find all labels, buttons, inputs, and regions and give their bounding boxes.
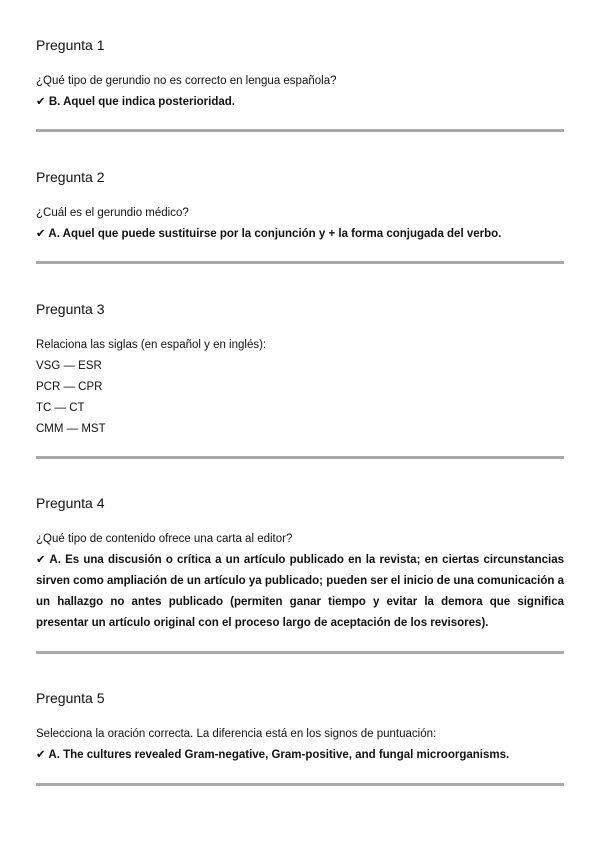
- acronym-pair: VSG — ESR: [36, 360, 102, 372]
- divider: [36, 456, 564, 459]
- question-prompt: Relaciona las siglas (en español y en inglés):: [36, 339, 267, 351]
- divider: [36, 651, 564, 654]
- divider: [36, 261, 564, 264]
- acronym-pair: CMM — MST: [36, 423, 106, 435]
- question-title: Pregunta 1: [36, 37, 105, 53]
- question-prompt: ¿Qué tipo de contenido ofrece una carta al editor?: [36, 533, 293, 545]
- question-answer: ✔ B. Aquel que indica posterioridad.: [36, 96, 235, 108]
- question-title: Pregunta 4: [36, 495, 105, 511]
- question-5: [36, 688, 564, 766]
- question-answer: ✔ A. Es una discusión o crítica a un artículo publicado en la revista; en ciertas circunstancias sirven como ampliación de un artículo ya publicado; pueden ser el inicio de una comunicación a un hallazgo no antes publicado (permiten ganar tiempo y evitar la demora que significa presentar un artículo original con el proceso largo de aceptación de los revisores).: [36, 554, 564, 629]
- question-answer: ✔ A. The cultures revealed Gram-negative, Gram-positive, and fungal microorganisms.: [36, 749, 510, 761]
- question-4: [36, 493, 564, 634]
- question-prompt: Selecciona la oración correcta. La diferencia está en los signos de puntuación:: [36, 728, 437, 740]
- acronym-pair: TC — CT: [36, 402, 85, 414]
- acronym-pair: PCR — CPR: [36, 381, 103, 393]
- question-title: Pregunta 2: [36, 169, 105, 185]
- question-answer: ✔ A. Aquel que puede sustituirse por la conjunción y + la forma conjugada del verbo.: [36, 228, 502, 240]
- question-title: Pregunta 3: [36, 301, 105, 317]
- divider: [36, 783, 564, 786]
- question-1: [36, 35, 564, 113]
- question-3: [36, 299, 564, 440]
- question-2: [36, 167, 564, 245]
- question-prompt: ¿Cuál es el gerundio médico?: [36, 207, 189, 219]
- divider: [36, 129, 564, 132]
- question-prompt: ¿Qué tipo de gerundio no es correcto en lengua española?: [36, 75, 337, 87]
- question-title: Pregunta 5: [36, 690, 105, 706]
